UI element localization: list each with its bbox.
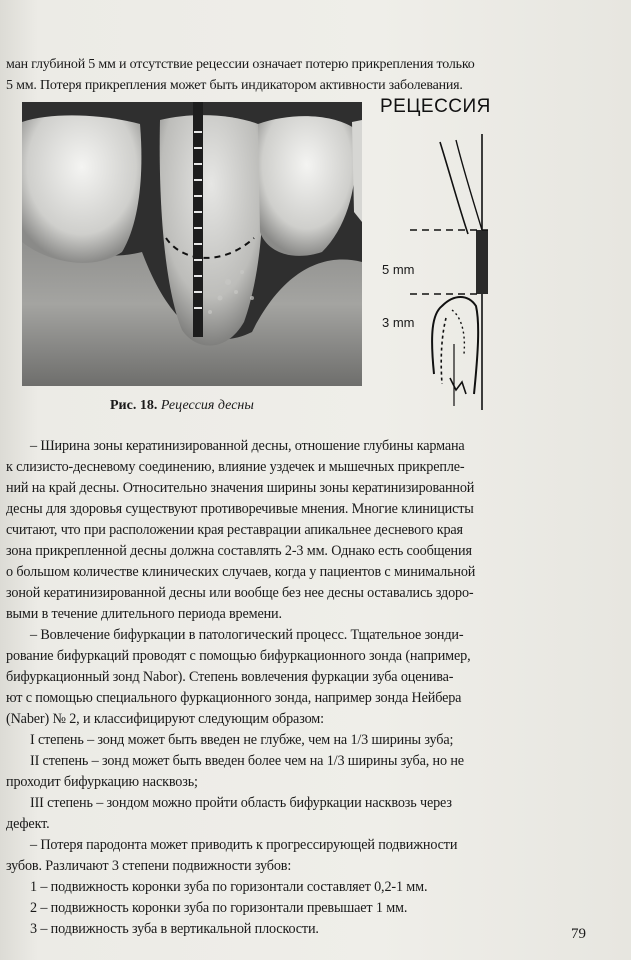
body-text (6, 436, 566, 940)
text-line: 3 – подвижность зуба в вертикальной плоскости. (30, 921, 319, 937)
gum-recession-photo (22, 102, 362, 386)
text-line: проходит бифуркацию насквозь; (6, 774, 198, 790)
text-line: ний на край десны. Относительно значения ширины зоны кератинизированной (6, 480, 475, 496)
text-line: – Вовлечение бифуркации в патологический процесс. Тщательное зонди- (30, 627, 464, 643)
diagram-title: РЕЦЕССИЯ (380, 96, 491, 117)
text-line: считают, что при расположении края реставрации апикальнее десневого края (6, 522, 463, 538)
text-line: зона прикрепленной десны должна составлять 2-3 мм. Однако есть сообщения (6, 543, 472, 559)
text-line: 2 – подвижность коронки зуба по горизонтали превышает 1 мм. (30, 900, 408, 916)
text-line: 1 – подвижность коронки зуба по горизонтали составляет 0,2-1 мм. (30, 879, 428, 895)
text-line: – Ширина зоны кератинизированной десны, отношение глубины кармана (30, 438, 465, 454)
text-line: зоной кератинизированной десны или вообще без нее десны оставались здоро- (6, 585, 474, 601)
figure-caption (110, 398, 254, 414)
label-3mm: 3 mm (382, 315, 415, 330)
text-line: о большом количестве клинических случаев, когда у пациентов с минимальной (6, 564, 476, 580)
text-line: (Naber) № 2, и классифицируют следующим образом: (6, 711, 324, 727)
text-line: бифуркационный зонд Nabor). Степень вовлечения фуркации зуба оценива- (6, 669, 454, 685)
label-5mm: 5 mm (382, 262, 415, 277)
text-line: ют с помощью специального фуркационного зонда, например зонда Нейбера (6, 690, 462, 706)
text-line: десны для здоровья существуют противоречивые мнения. Многие клиницисты (6, 501, 474, 517)
text-line: III степень – зондом можно пройти область бифуркации насквозь через (30, 795, 452, 811)
caption-number: Рис. 18. (110, 398, 158, 413)
text-line: – Потеря пародонта может приводить к прогрессирующей подвижности (30, 837, 458, 853)
intro-paragraph (6, 54, 566, 96)
text-line: дефект. (6, 816, 50, 832)
page-number: 79 (571, 926, 586, 942)
caption-text: Рецессия десны (160, 398, 254, 413)
text-line: зубов. Различают 3 степени подвижности зубов: (6, 858, 292, 874)
text-line: рование бифуркаций проводят с помощью бифуркационного зонда (например, (6, 648, 471, 664)
recession-diagram (370, 94, 530, 414)
text-line: выми в течение длительного периода времени. (6, 606, 282, 622)
text-line: к слизисто-десневому соединению, влияние уздечек и мышечных прикрепле- (6, 459, 465, 475)
text-line: II степень – зонд может быть введен более чем на 1/3 ширины зуба, но не (30, 753, 464, 769)
text-line: 5 мм. Потеря прикрепления может быть индикатором активности заболевания. (6, 78, 463, 93)
text-line: ман глубиной 5 мм и отсутствие рецессии означает потерю прикрепления только (6, 57, 475, 72)
text-line: I степень – зонд может быть введен не глубже, чем на 1/3 ширины зуба; (30, 732, 454, 748)
photo-illustration (22, 102, 362, 386)
